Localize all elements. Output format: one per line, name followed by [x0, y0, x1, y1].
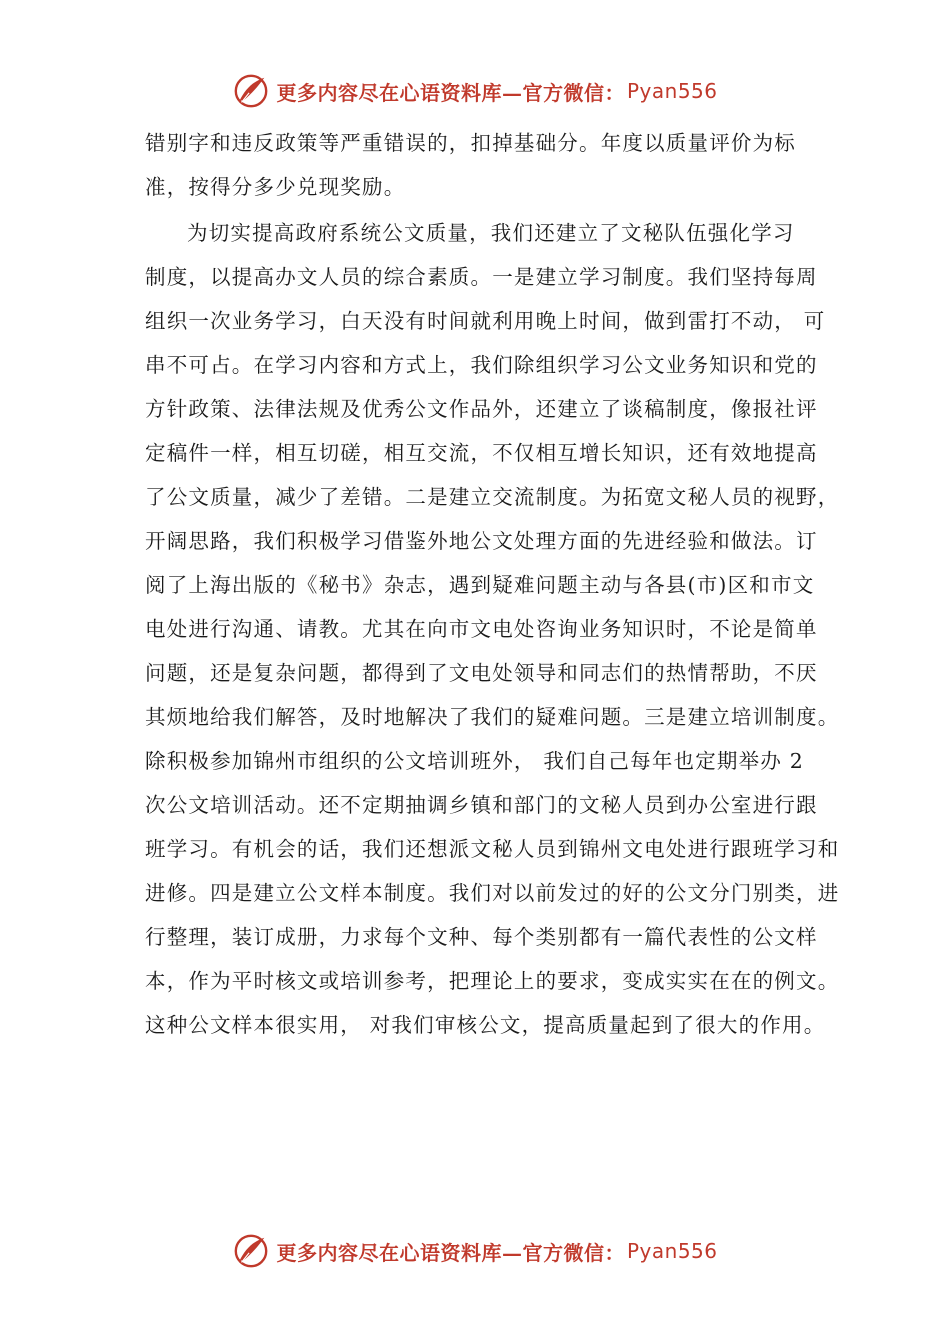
text-line: 错别字和违反政策等严重错误的，扣掉基础分。年度以质量评价为标	[145, 131, 796, 155]
text-line: 制度，以提高办文人员的综合素质。一是建立学习制度。我们坚持每周	[145, 265, 818, 289]
text-line: 其烦地给我们解答，及时地解决了我们的疑难问题。三是建立培训制度。	[145, 705, 840, 729]
watermark-wechat-id: Pyan556	[626, 79, 718, 103]
quill-seal-icon	[232, 72, 270, 110]
text-line: 行整理，装订成册，力求每个文种、每个类别都有一篇代表性的公文样	[145, 925, 818, 949]
text-line: 除积极参加锦州市组织的公文培训班外， 我们自己每年也定期举办 2	[145, 749, 804, 773]
document-body	[145, 121, 840, 1047]
watermark-text: 更多内容尽在心语资料库—官方微信：	[276, 80, 625, 105]
text-line: 问题，还是复杂问题，都得到了文电处领导和同志们的热情帮助，不厌	[145, 661, 818, 685]
watermark-wechat-id: Pyan556	[626, 1239, 718, 1263]
text-line: 准，按得分多少兑现奖励。	[145, 175, 406, 199]
text-line: 进修。四是建立公文样本制度。我们对以前发过的好的公文分门别类，进	[145, 881, 840, 905]
text-line: 阅了上海出版的《秘书》杂志，遇到疑难问题主动与各县(市)区和市文	[145, 573, 815, 597]
text-line: 班学习。有机会的话，我们还想派文秘人员到锦州文电处进行跟班学习和	[145, 837, 840, 861]
text-line: 这种公文样本很实用， 对我们审核公文，提高质量起到了很大的作用。	[145, 1013, 826, 1037]
text-line: 了公文质量，减少了差错。二是建立交流制度。为拓宽文秘人员的视野，	[145, 485, 840, 509]
paragraph-first-line: 为切实提高政府系统公文质量，我们还建立了文秘队伍强化学习	[187, 221, 795, 245]
watermark-text: 更多内容尽在心语资料库—官方微信：	[276, 1240, 625, 1265]
footer-watermark	[0, 1232, 950, 1270]
header-watermark	[0, 72, 950, 110]
text-line: 本，作为平时核文或培训参考，把理论上的要求，变成实实在在的例文。	[145, 969, 840, 993]
quill-seal-icon	[232, 1232, 270, 1270]
text-line: 次公文培训活动。还不定期抽调乡镇和部门的文秘人员到办公室进行跟	[145, 793, 818, 817]
text-line: 开阔思路，我们积极学习借鉴外地公文处理方面的先进经验和做法。订	[145, 529, 818, 553]
text-line: 组织一次业务学习，白天没有时间就利用晚上时间，做到雷打不动， 可	[145, 309, 826, 333]
text-line: 电处进行沟通、请教。尤其在向市文电处咨询业务知识时，不论是简单	[145, 617, 818, 641]
text-line: 方针政策、法律法规及优秀公文作品外，还建立了谈稿制度，像报社评	[145, 397, 818, 421]
text-line: 定稿件一样，相互切磋，相互交流，不仅相互增长知识，还有效地提高	[145, 441, 818, 465]
text-line: 串不可占。在学习内容和方式上，我们除组织学习公文业务知识和党的	[145, 353, 818, 377]
